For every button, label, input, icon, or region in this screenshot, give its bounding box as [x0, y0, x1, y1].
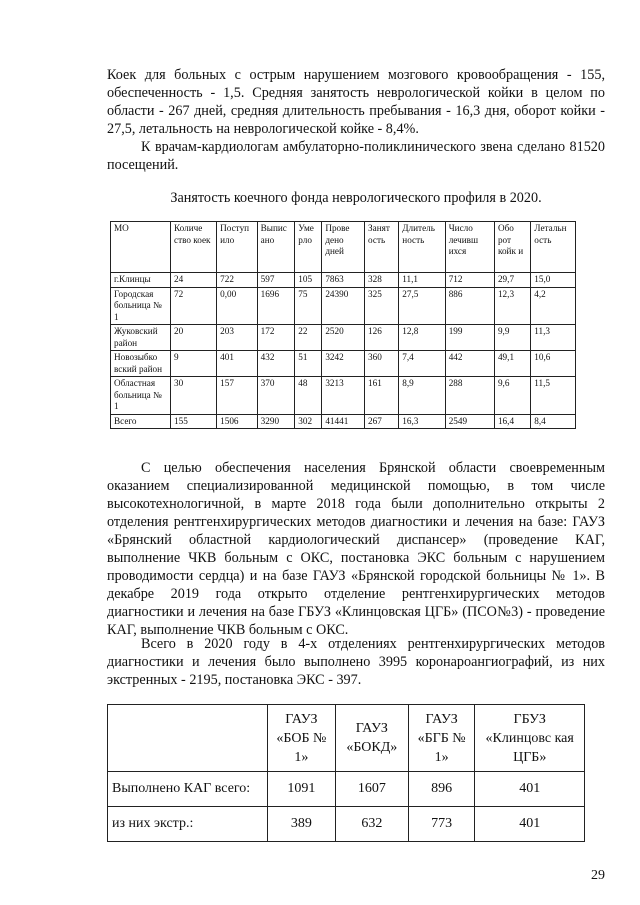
paragraph-angiography-total: Всего в 2020 году в 4-х отделениях рентгенхирургических методов диагностики и лечения было выполнено 3995 коронароангиографий, из них экстренных - 2195, постановка ЭКС - 397. [107, 636, 605, 688]
table-row [111, 351, 576, 377]
header-cell: Поступ ило [217, 222, 258, 273]
table-cell: 302 [295, 414, 322, 429]
paragraph-cardiologist-visits: К врачам-кардиологам амбулаторно-поликлинического звена сделано 81520 посещений. [107, 139, 605, 173]
table-cell: 0,00 [217, 287, 258, 325]
table-cell: 3213 [322, 377, 365, 415]
row-label-cell: Выполнено КАГ всего: [108, 772, 268, 807]
table-cell: 7,4 [399, 351, 445, 377]
table-cell: 325 [365, 287, 399, 325]
table-cell: 161 [365, 377, 399, 415]
header-cell: Уме рло [295, 222, 322, 273]
table-cell: 11,3 [531, 325, 576, 351]
table-cell: 51 [295, 351, 322, 377]
table-cell: 1607 [335, 772, 408, 807]
row-label-cell: г.Клинцы [111, 273, 171, 288]
table-cell: 172 [257, 325, 295, 351]
table-cell: 11,1 [399, 273, 445, 288]
table-cell: 157 [217, 377, 258, 415]
table-cell: 49,1 [494, 351, 530, 377]
table-cell: 72 [171, 287, 217, 325]
table-cell: 155 [171, 414, 217, 429]
table-cell: 27,5 [399, 287, 445, 325]
table-header-row [108, 705, 585, 772]
table-cell: 2549 [445, 414, 494, 429]
table-cell: 401 [217, 351, 258, 377]
page-number: 29 [591, 868, 605, 883]
table-row [111, 414, 576, 429]
table-header-row [111, 222, 576, 273]
table-cell: 1696 [257, 287, 295, 325]
paragraph-xray-departments: С целью обеспечения населения Брянской области своевременным оказанием специализированной медицинской помощью, в том числе высокотехнологичной, в марте 2018 года были дополнительно открыты 2 отделения рентгенхирургических методов диагностики и лечения на базе: ГАУЗ «Брянский областной кардиологический диспансер» (проведение КАГ, выполнение ЧКВ больным с ОКС, постановка ЭКС больным с нарушением проводимости сердца) и на базе ГАУЗ «Брянской городской больницы № 1». В декабре 2019 года открыто отделение рентгенхирургических методов диагностики и лечения на базе ГБУЗ «Клинцовская ЦГБ» (ПСО№3) - проведение КАГ, выполнение ЧКВ больным с ОКС. [107, 460, 605, 638]
row-label-cell: Новозыбко вский район [111, 351, 171, 377]
table-cell: 442 [445, 351, 494, 377]
table-row [111, 377, 576, 415]
table-cell: 48 [295, 377, 322, 415]
table-cell: 126 [365, 325, 399, 351]
row-label-cell: Областная больница № 1 [111, 377, 171, 415]
table-cell: 712 [445, 273, 494, 288]
table-row [111, 287, 576, 325]
table-cell: 9 [171, 351, 217, 377]
paragraph-stroke-beds: Коек для больных с острым нарушением мозгового кровообращения - 155, обеспеченность - 1,5. Средняя занятость неврологической койки в целом по области - 267 дней, средняя длительность пребывания - 16,3 дня, оборот койки - 27,5, летальность на неврологической койке - 8,4%. [107, 67, 605, 137]
table-cell: 29,7 [494, 273, 530, 288]
header-cell: Число лечивш ихся [445, 222, 494, 273]
table-cell: 41441 [322, 414, 365, 429]
row-label-cell: из них экстр.: [108, 807, 268, 842]
table-cell: 370 [257, 377, 295, 415]
table-cell: 10,6 [531, 351, 576, 377]
table-cell: 12,3 [494, 287, 530, 325]
header-cell: Выпис ано [257, 222, 295, 273]
table-cell: 7863 [322, 273, 365, 288]
table-cell: 401 [475, 772, 585, 807]
table-cell: 75 [295, 287, 322, 325]
header-cell: Длитель ность [399, 222, 445, 273]
header-cell: Занят ость [365, 222, 399, 273]
table-cell: 1091 [268, 772, 336, 807]
header-cell [108, 705, 268, 772]
table-cell: 24 [171, 273, 217, 288]
table-cell: 401 [475, 807, 585, 842]
table-row [108, 772, 585, 807]
table-cell: 389 [268, 807, 336, 842]
header-cell: Обо рот койк и [494, 222, 530, 273]
header-cell: ГАУЗ «БОБ № 1» [268, 705, 336, 772]
table-cell: 328 [365, 273, 399, 288]
table-cell: 4,2 [531, 287, 576, 325]
table-row [111, 325, 576, 351]
table-cell: 2520 [322, 325, 365, 351]
table-cell: 199 [445, 325, 494, 351]
table-cell: 15,0 [531, 273, 576, 288]
header-cell: Прове дено дней [322, 222, 365, 273]
table-cell: 360 [365, 351, 399, 377]
row-label-cell: Всего [111, 414, 171, 429]
table-cell: 886 [445, 287, 494, 325]
table-cell: 3290 [257, 414, 295, 429]
header-cell: МО [111, 222, 171, 273]
table-cell: 9,9 [494, 325, 530, 351]
row-label-cell: Жуковский район [111, 325, 171, 351]
table-cell: 12,8 [399, 325, 445, 351]
table-cell: 597 [257, 273, 295, 288]
table-cell: 8,9 [399, 377, 445, 415]
table-cell: 3242 [322, 351, 365, 377]
row-label-cell: Городская больница № 1 [111, 287, 171, 325]
table-cell: 432 [257, 351, 295, 377]
header-cell: ГАУЗ «БОКД» [335, 705, 408, 772]
header-cell: Летальн ость [531, 222, 576, 273]
table-cell: 24390 [322, 287, 365, 325]
table-cell: 20 [171, 325, 217, 351]
kag-procedures-table [107, 704, 585, 842]
table-cell: 1506 [217, 414, 258, 429]
table-cell: 632 [335, 807, 408, 842]
header-cell: ГБУЗ «Клинцовс кая ЦГБ» [475, 705, 585, 772]
table-cell: 722 [217, 273, 258, 288]
table-cell: 30 [171, 377, 217, 415]
table-cell: 8,4 [531, 414, 576, 429]
table-cell: 288 [445, 377, 494, 415]
table-cell: 22 [295, 325, 322, 351]
header-cell: ГАУЗ «БГБ № 1» [408, 705, 475, 772]
table-cell: 16,3 [399, 414, 445, 429]
header-cell: Количе ство коек [171, 222, 217, 273]
table-cell: 773 [408, 807, 475, 842]
table-cell: 203 [217, 325, 258, 351]
table-cell: 16,4 [494, 414, 530, 429]
table-row [111, 273, 576, 288]
table-cell: 267 [365, 414, 399, 429]
table-row [108, 807, 585, 842]
neurology-bed-occupancy-table [110, 221, 576, 429]
table-cell: 105 [295, 273, 322, 288]
neuro-table-title: Занятость коечного фонда неврологического профиля в 2020. [170, 190, 542, 206]
table-cell: 896 [408, 772, 475, 807]
table-cell: 9,6 [494, 377, 530, 415]
table-cell: 11,5 [531, 377, 576, 415]
